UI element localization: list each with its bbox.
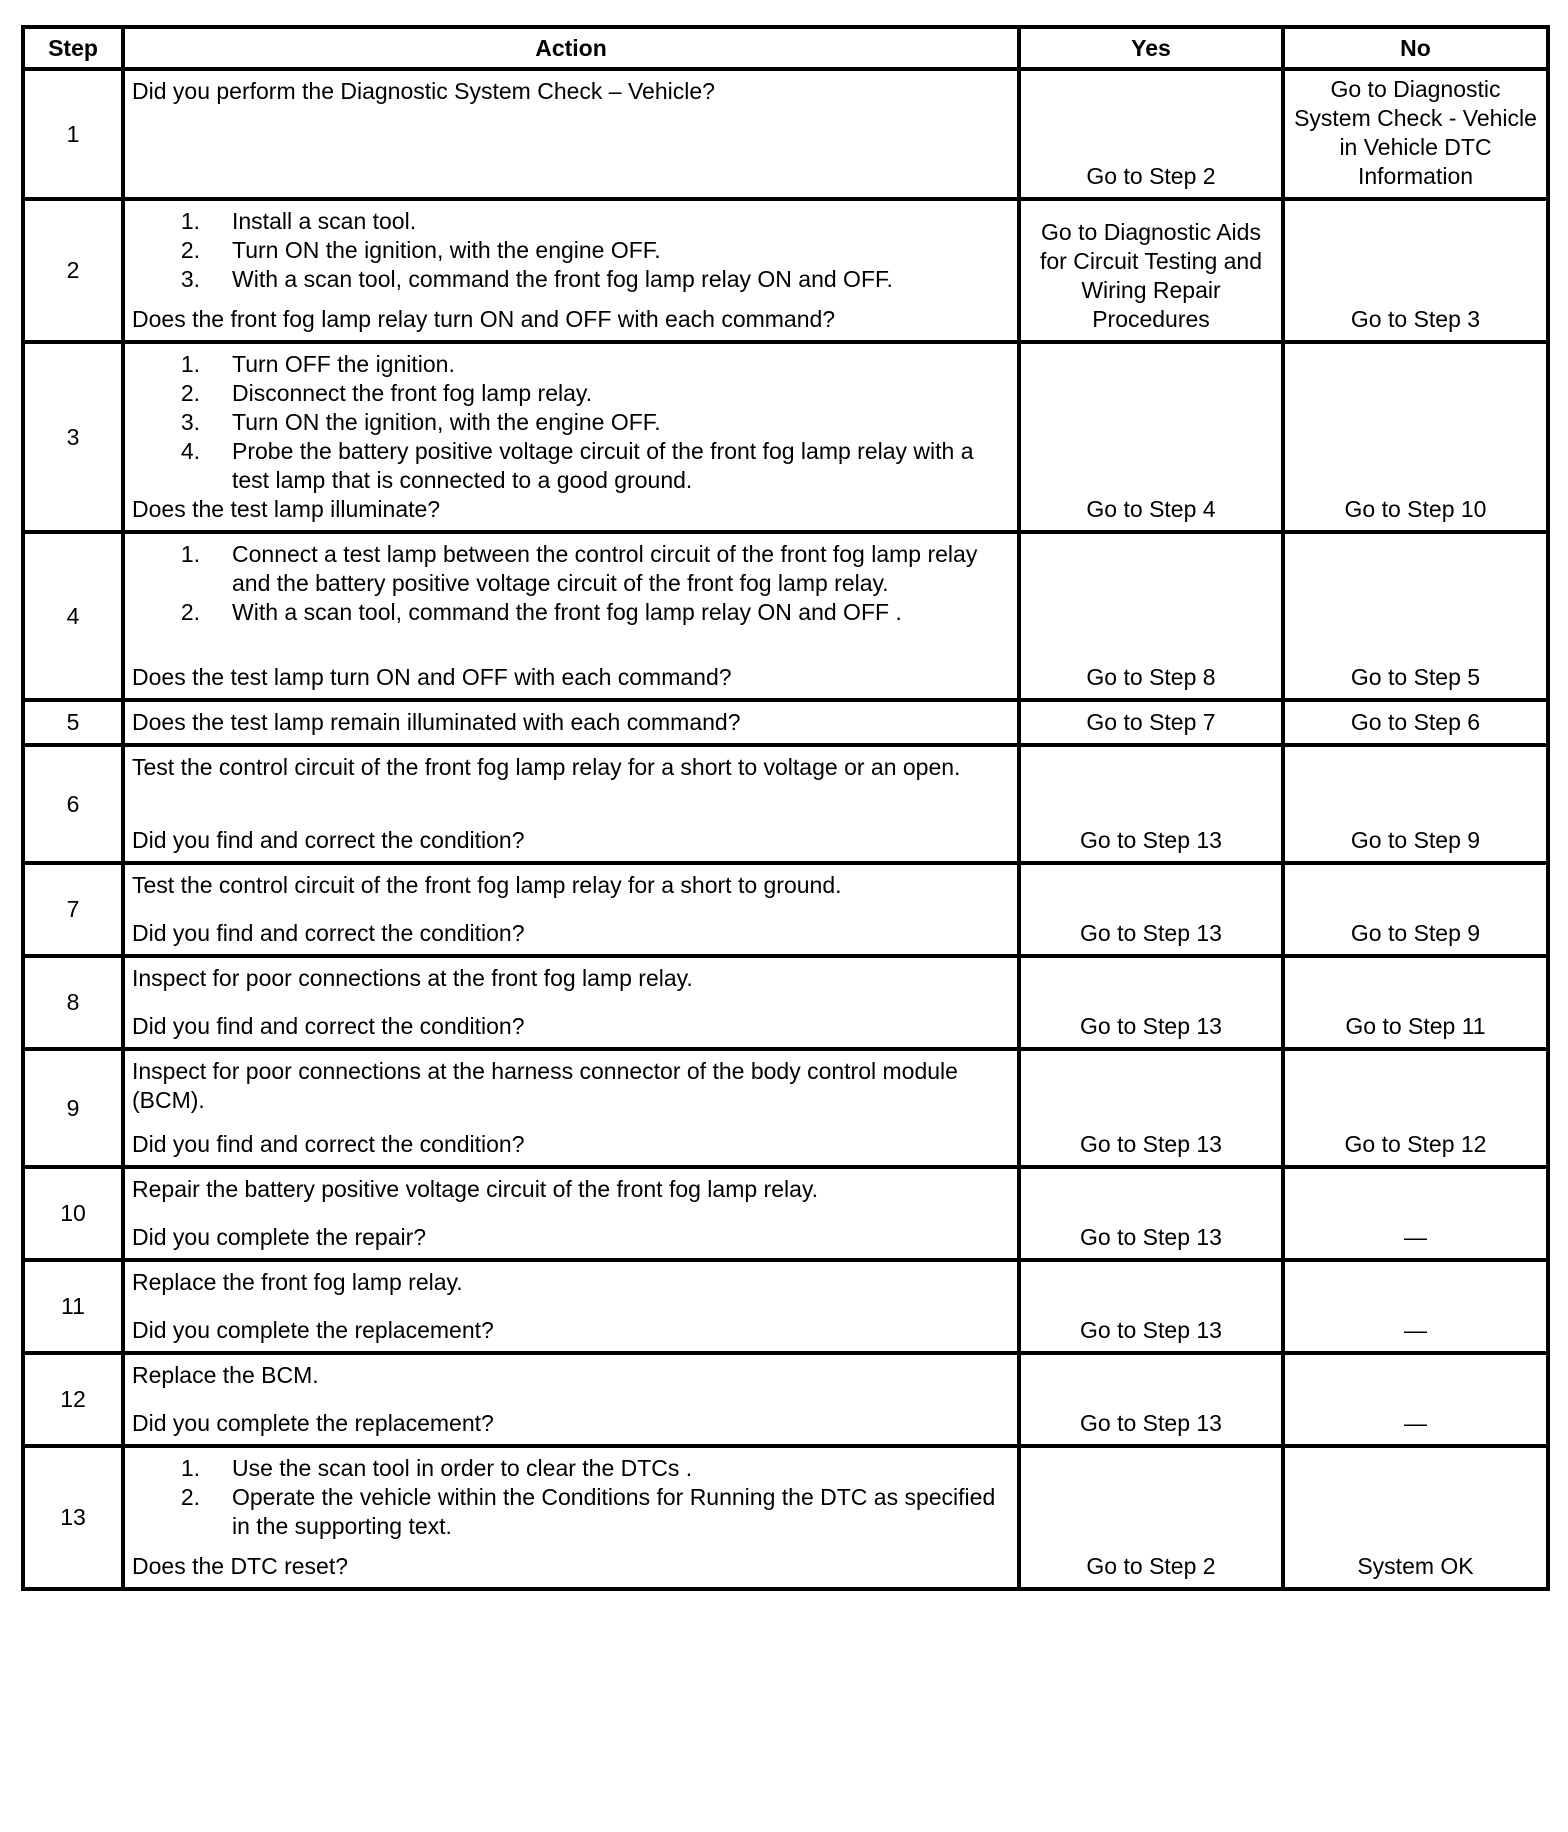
yes-outcome: Go to Step 13 bbox=[1019, 1260, 1283, 1353]
action-question: Did you complete the replacement? bbox=[132, 1410, 494, 1436]
action-cell bbox=[123, 1446, 1019, 1589]
action-instruction: Test the control circuit of the front fog lamp relay for a short to voltage or an open. bbox=[132, 754, 961, 780]
action-cell bbox=[123, 1353, 1019, 1446]
step-number: 6 bbox=[23, 745, 123, 863]
header-action: Action bbox=[123, 27, 1019, 69]
step-number: 10 bbox=[23, 1167, 123, 1260]
table-row bbox=[23, 1260, 1548, 1353]
table-row bbox=[23, 69, 1548, 199]
action-steps-list bbox=[132, 207, 1009, 294]
action-question: Did you find and correct the condition? bbox=[132, 827, 525, 853]
table-row bbox=[23, 956, 1548, 1049]
action-question: Did you find and correct the condition? bbox=[132, 1013, 525, 1039]
action-cell bbox=[123, 745, 1019, 863]
action-step-item bbox=[132, 598, 1009, 627]
action-instruction: Replace the front fog lamp relay. bbox=[132, 1269, 463, 1295]
step-number: 4 bbox=[23, 532, 123, 700]
action-instruction: Test the control circuit of the front fog lamp relay for a short to ground. bbox=[132, 872, 842, 898]
action-step-item bbox=[132, 1454, 1009, 1483]
action-step-item bbox=[132, 408, 1009, 437]
action-cell bbox=[123, 532, 1019, 700]
action-step-text: Turn ON the ignition, with the engine OFF. bbox=[232, 409, 661, 435]
action-steps-list bbox=[132, 350, 1009, 495]
no-outcome: Go to Step 6 bbox=[1283, 700, 1548, 745]
action-instruction: Repair the battery positive voltage circuit of the front fog lamp relay. bbox=[132, 1176, 819, 1202]
action-step-text: Use the scan tool in order to clear the DTCs . bbox=[232, 1455, 693, 1481]
action-step-item bbox=[132, 1483, 1009, 1541]
table-row bbox=[23, 863, 1548, 956]
action-step-number: 2. bbox=[180, 599, 200, 625]
action-cell bbox=[123, 1260, 1019, 1353]
action-cell bbox=[123, 956, 1019, 1049]
yes-outcome: Go to Step 13 bbox=[1019, 1167, 1283, 1260]
step-number: 13 bbox=[23, 1446, 123, 1589]
action-step-number: 1. bbox=[180, 541, 200, 567]
yes-outcome: Go to Step 13 bbox=[1019, 745, 1283, 863]
table-row bbox=[23, 700, 1548, 745]
no-outcome: Go to Step 9 bbox=[1283, 745, 1548, 863]
action-step-text: Install a scan tool. bbox=[232, 208, 417, 234]
no-outcome: Go to Step 5 bbox=[1283, 532, 1548, 700]
action-cell bbox=[123, 863, 1019, 956]
step-number: 1 bbox=[23, 69, 123, 199]
no-outcome: Go to Step 3 bbox=[1283, 199, 1548, 342]
header-no: No bbox=[1283, 27, 1548, 69]
action-step-item bbox=[132, 207, 1009, 236]
table-row bbox=[23, 532, 1548, 700]
table-row bbox=[23, 1167, 1548, 1260]
action-step-text: Turn ON the ignition, with the engine OFF. bbox=[232, 237, 661, 263]
yes-outcome: Go to Step 8 bbox=[1019, 532, 1283, 700]
action-step-item bbox=[132, 350, 1009, 379]
action-steps-list bbox=[132, 540, 1009, 627]
action-question: Does the DTC reset? bbox=[132, 1553, 349, 1579]
step-number: 2 bbox=[23, 199, 123, 342]
yes-outcome: Go to Step 13 bbox=[1019, 956, 1283, 1049]
action-question: Does the test lamp illuminate? bbox=[132, 496, 441, 522]
header-step: Step bbox=[23, 27, 123, 69]
action-cell bbox=[123, 700, 1019, 745]
step-number: 8 bbox=[23, 956, 123, 1049]
step-number: 7 bbox=[23, 863, 123, 956]
action-cell bbox=[123, 69, 1019, 199]
action-question: Did you find and correct the condition? bbox=[132, 1131, 525, 1157]
action-question: Does the front fog lamp relay turn ON and OFF with each command? bbox=[132, 306, 836, 332]
action-step-text: With a scan tool, command the front fog lamp relay ON and OFF . bbox=[232, 599, 902, 625]
action-cell bbox=[123, 1167, 1019, 1260]
no-outcome: System OK bbox=[1283, 1446, 1548, 1589]
action-step-number: 4. bbox=[180, 438, 200, 464]
action-steps-list bbox=[132, 1454, 1009, 1541]
yes-outcome: Go to Step 2 bbox=[1019, 1446, 1283, 1589]
action-question: Did you find and correct the condition? bbox=[132, 920, 525, 946]
action-cell bbox=[123, 342, 1019, 532]
action-step-item bbox=[132, 540, 1009, 598]
header-yes: Yes bbox=[1019, 27, 1283, 69]
no-outcome: Go to Diagnostic System Check - Vehicle in Vehicle DTC Information bbox=[1283, 69, 1548, 199]
table-row bbox=[23, 199, 1548, 342]
yes-outcome: Go to Step 4 bbox=[1019, 342, 1283, 532]
action-step-text: With a scan tool, command the front fog lamp relay ON and OFF. bbox=[232, 266, 893, 292]
action-question: Did you complete the replacement? bbox=[132, 1317, 494, 1343]
step-number: 11 bbox=[23, 1260, 123, 1353]
table-row bbox=[23, 342, 1548, 532]
step-number: 9 bbox=[23, 1049, 123, 1167]
action-step-text: Disconnect the front fog lamp relay. bbox=[232, 380, 593, 406]
action-question: Does the test lamp turn ON and OFF with each command? bbox=[132, 664, 732, 690]
action-question: Does the test lamp remain illuminated with each command? bbox=[132, 709, 741, 735]
yes-outcome: Go to Step 13 bbox=[1019, 863, 1283, 956]
no-outcome: Go to Step 10 bbox=[1283, 342, 1548, 532]
table-row bbox=[23, 1049, 1548, 1167]
yes-outcome: Go to Step 13 bbox=[1019, 1353, 1283, 1446]
action-instruction: Inspect for poor connections at the front fog lamp relay. bbox=[132, 965, 693, 991]
action-cell bbox=[123, 199, 1019, 342]
table-body bbox=[23, 69, 1548, 1589]
action-step-number: 3. bbox=[180, 266, 200, 292]
table-header-row bbox=[23, 27, 1548, 69]
no-outcome: — bbox=[1283, 1260, 1548, 1353]
action-step-text: Operate the vehicle within the Conditions for Running the DTC as specified in the supporting text. bbox=[232, 1484, 996, 1539]
action-step-number: 2. bbox=[180, 237, 200, 263]
action-step-item bbox=[132, 437, 1009, 495]
action-step-number: 2. bbox=[180, 1484, 200, 1510]
yes-outcome: Go to Diagnostic Aids for Circuit Testing and Wiring Repair Procedures bbox=[1019, 199, 1283, 342]
step-number: 12 bbox=[23, 1353, 123, 1446]
action-cell bbox=[123, 1049, 1019, 1167]
step-number: 5 bbox=[23, 700, 123, 745]
action-question: Did you complete the repair? bbox=[132, 1224, 427, 1250]
action-step-item bbox=[132, 379, 1009, 408]
action-step-number: 3. bbox=[180, 409, 200, 435]
no-outcome: Go to Step 11 bbox=[1283, 956, 1548, 1049]
table-row bbox=[23, 1446, 1548, 1589]
table-row bbox=[23, 745, 1548, 863]
no-outcome: Go to Step 9 bbox=[1283, 863, 1548, 956]
action-step-item bbox=[132, 265, 1009, 294]
no-outcome: Go to Step 12 bbox=[1283, 1049, 1548, 1167]
step-number: 3 bbox=[23, 342, 123, 532]
yes-outcome: Go to Step 2 bbox=[1019, 69, 1283, 199]
action-step-number: 1. bbox=[180, 1455, 200, 1481]
action-step-number: 1. bbox=[180, 351, 200, 377]
table-row bbox=[23, 1353, 1548, 1446]
action-step-number: 1. bbox=[180, 208, 200, 234]
action-step-item bbox=[132, 236, 1009, 265]
diagnostic-table bbox=[21, 25, 1550, 1591]
no-outcome: — bbox=[1283, 1353, 1548, 1446]
action-instruction: Inspect for poor connections at the harness connector of the body control module (BCM). bbox=[132, 1058, 958, 1113]
action-instruction: Did you perform the Diagnostic System Check – Vehicle? bbox=[132, 78, 715, 104]
yes-outcome: Go to Step 13 bbox=[1019, 1049, 1283, 1167]
action-step-text: Connect a test lamp between the control circuit of the front fog lamp relay and the battery positive voltage circuit of the front fog lamp relay. bbox=[232, 541, 978, 596]
action-step-number: 2. bbox=[180, 380, 200, 406]
action-step-text: Turn OFF the ignition. bbox=[232, 351, 455, 377]
yes-outcome: Go to Step 7 bbox=[1019, 700, 1283, 745]
action-step-text: Probe the battery positive voltage circuit of the front fog lamp relay with a test lamp that is connected to a good ground. bbox=[232, 438, 974, 493]
action-instruction: Replace the BCM. bbox=[132, 1362, 319, 1388]
no-outcome: — bbox=[1283, 1167, 1548, 1260]
